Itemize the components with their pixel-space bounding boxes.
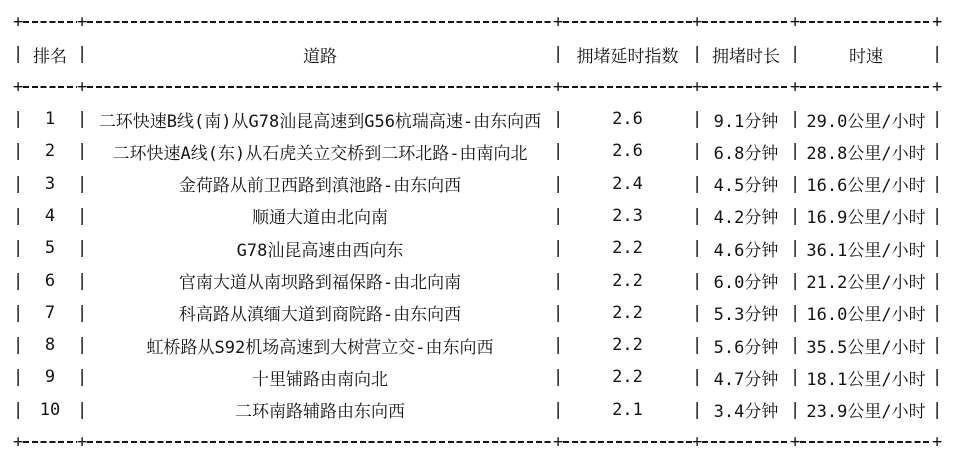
- border-cross: +: [13, 12, 24, 33]
- rank-cell: 10: [39, 399, 61, 420]
- border-cross: +: [790, 432, 801, 452]
- column-divider: |: [77, 44, 88, 65]
- column-divider: |: [790, 399, 801, 420]
- column-divider: |: [553, 141, 564, 162]
- rank-cell: 1: [44, 109, 56, 130]
- column-divider: |: [790, 367, 801, 388]
- road-cell: 虹桥路从S92机场高速到大树营立交-由东向西: [146, 337, 494, 358]
- column-divider: |: [13, 335, 24, 356]
- column-divider: |: [932, 173, 943, 194]
- column-divider: |: [692, 44, 703, 65]
- duration-cell: 6.0分钟: [713, 273, 779, 294]
- table-border-bottom: [13, 426, 942, 458]
- column-divider: |: [77, 205, 88, 226]
- header-rank: 排名: [33, 46, 67, 67]
- road-cell: 二环南路辅路由东向西: [235, 402, 405, 423]
- delay-index-cell: 2.2: [612, 335, 643, 356]
- rank-cell: 6: [44, 270, 56, 291]
- column-divider: |: [77, 399, 88, 420]
- column-divider: |: [790, 302, 801, 323]
- column-divider: |: [692, 238, 703, 259]
- column-divider: |: [790, 335, 801, 356]
- table-row: [13, 394, 942, 426]
- column-divider: |: [77, 173, 88, 194]
- border-dash: [23, 441, 77, 443]
- duration-cell: 9.1分钟: [713, 111, 779, 132]
- column-divider: |: [932, 141, 943, 162]
- column-divider: |: [932, 302, 943, 323]
- road-cell: 顺通大道由北向南: [252, 208, 388, 229]
- column-divider: |: [553, 173, 564, 194]
- road-cell: 科高路从滇缅大道到商院路-由东向西: [178, 305, 462, 326]
- border-cross: +: [553, 76, 564, 97]
- duration-cell: 4.6分钟: [713, 240, 779, 261]
- speed-cell: 16.9公里/小时: [806, 208, 926, 229]
- column-divider: |: [692, 173, 703, 194]
- column-divider: |: [790, 141, 801, 162]
- border-cross: +: [77, 432, 88, 452]
- column-divider: |: [692, 109, 703, 130]
- border-dash: [87, 21, 553, 23]
- rank-cell: 9: [44, 367, 56, 388]
- border-cross: +: [932, 432, 943, 452]
- border-cross: +: [692, 432, 703, 452]
- column-divider: |: [553, 302, 564, 323]
- table-row: [13, 264, 942, 296]
- border-dash: [702, 441, 790, 443]
- table-header-row: [13, 38, 942, 70]
- border-cross: +: [553, 432, 564, 452]
- speed-cell: 29.0公里/小时: [806, 111, 926, 132]
- column-divider: |: [932, 367, 943, 388]
- border-cross: +: [692, 12, 703, 33]
- border-cross: +: [13, 76, 24, 97]
- speed-cell: 23.9公里/小时: [806, 402, 926, 423]
- road-cell: G78汕昆高速由西向东: [236, 240, 404, 261]
- column-divider: |: [77, 367, 88, 388]
- delay-index-cell: 2.2: [612, 302, 643, 323]
- column-divider: |: [13, 173, 24, 194]
- column-divider: |: [692, 302, 703, 323]
- border-dash: [563, 21, 692, 23]
- delay-index-cell: 2.6: [612, 109, 643, 130]
- table-row: [13, 329, 942, 361]
- column-divider: |: [13, 399, 24, 420]
- speed-cell: 35.5公里/小时: [806, 337, 926, 358]
- column-divider: |: [692, 205, 703, 226]
- delay-index-cell: 2.4: [612, 173, 643, 194]
- column-divider: |: [553, 399, 564, 420]
- border-dash: [23, 86, 77, 88]
- column-divider: |: [692, 141, 703, 162]
- column-divider: |: [790, 109, 801, 130]
- delay-index-cell: 2.2: [612, 238, 643, 259]
- duration-cell: 4.2分钟: [713, 208, 779, 229]
- border-cross: +: [13, 432, 24, 452]
- column-divider: |: [13, 238, 24, 259]
- border-cross: +: [932, 76, 943, 97]
- column-divider: |: [13, 302, 24, 323]
- column-divider: |: [77, 270, 88, 291]
- border-cross: +: [77, 76, 88, 97]
- duration-cell: 4.5分钟: [713, 176, 779, 197]
- column-divider: |: [77, 335, 88, 356]
- rank-cell: 4: [44, 205, 56, 226]
- border-dash: [563, 441, 692, 443]
- border-dash: [702, 86, 790, 88]
- road-cell: 官南大道从南坝路到福保路-由北向南: [178, 273, 462, 294]
- column-divider: |: [790, 270, 801, 291]
- speed-cell: 18.1公里/小时: [806, 369, 926, 390]
- border-cross: +: [790, 76, 801, 97]
- rank-cell: 2: [44, 141, 56, 162]
- speed-cell: 36.1公里/小时: [806, 240, 926, 261]
- column-divider: |: [932, 238, 943, 259]
- column-divider: |: [77, 302, 88, 323]
- road-cell: 二环快速A线(东)从石虎关立交桥到二环北路-由南向北: [112, 143, 528, 164]
- congestion-ranking-table: [13, 6, 942, 458]
- duration-cell: 3.4分钟: [713, 402, 779, 423]
- speed-cell: 28.8公里/小时: [806, 143, 926, 164]
- border-dash: [800, 21, 932, 23]
- duration-cell: 6.8分钟: [713, 143, 779, 164]
- column-divider: |: [13, 205, 24, 226]
- table-border-top: [13, 6, 942, 38]
- delay-index-cell: 2.3: [612, 205, 643, 226]
- column-divider: |: [553, 44, 564, 65]
- column-divider: |: [553, 335, 564, 356]
- table-row: [13, 167, 942, 199]
- column-divider: |: [932, 399, 943, 420]
- road-cell: 金荷路从前卫西路到滇池路-由东向西: [178, 176, 462, 197]
- border-dash: [800, 441, 932, 443]
- table-body: [13, 103, 942, 426]
- column-divider: |: [790, 44, 801, 65]
- column-divider: |: [77, 141, 88, 162]
- speed-cell: 21.2公里/小时: [806, 273, 926, 294]
- delay-index-cell: 2.6: [612, 141, 643, 162]
- rank-cell: 3: [44, 173, 56, 194]
- column-divider: |: [932, 205, 943, 226]
- border-cross: +: [932, 12, 943, 33]
- rank-cell: 8: [44, 335, 56, 356]
- header-speed: 时速: [849, 46, 883, 67]
- table-border-header: [13, 71, 942, 103]
- table-row: [13, 297, 942, 329]
- rank-cell: 5: [44, 238, 56, 259]
- column-divider: |: [932, 335, 943, 356]
- delay-index-cell: 2.1: [612, 399, 643, 420]
- column-divider: |: [932, 270, 943, 291]
- column-divider: |: [692, 335, 703, 356]
- header-road: 道路: [303, 46, 337, 67]
- column-divider: |: [77, 109, 88, 130]
- column-divider: |: [13, 109, 24, 130]
- road-cell: 二环快速B线(南)从G78汕昆高速到G56杭瑞高速-由东向西: [98, 111, 542, 132]
- border-cross: +: [553, 12, 564, 33]
- table-row: [13, 361, 942, 393]
- border-dash: [23, 21, 77, 23]
- column-divider: |: [13, 270, 24, 291]
- delay-index-cell: 2.2: [612, 270, 643, 291]
- duration-cell: 5.6分钟: [713, 337, 779, 358]
- duration-cell: 5.3分钟: [713, 305, 779, 326]
- road-cell: 十里铺路由南向北: [252, 369, 388, 390]
- column-divider: |: [553, 205, 564, 226]
- column-divider: |: [77, 238, 88, 259]
- table-row: [13, 135, 942, 167]
- column-divider: |: [692, 399, 703, 420]
- column-divider: |: [553, 109, 564, 130]
- column-divider: |: [932, 44, 943, 65]
- border-cross: +: [77, 12, 88, 33]
- column-divider: |: [13, 367, 24, 388]
- border-cross: +: [790, 12, 801, 33]
- column-divider: |: [13, 141, 24, 162]
- column-divider: |: [790, 173, 801, 194]
- rank-cell: 7: [44, 302, 56, 323]
- header-delay-index: 拥堵延时指数: [576, 46, 679, 67]
- table-row: [13, 232, 942, 264]
- column-divider: |: [553, 238, 564, 259]
- column-divider: |: [692, 270, 703, 291]
- column-divider: |: [790, 238, 801, 259]
- border-dash: [563, 86, 692, 88]
- column-divider: |: [790, 205, 801, 226]
- border-dash: [87, 86, 553, 88]
- border-dash: [702, 21, 790, 23]
- header-duration: 拥堵时长: [712, 46, 780, 67]
- column-divider: |: [692, 367, 703, 388]
- column-divider: |: [553, 367, 564, 388]
- table-row: [13, 200, 942, 232]
- speed-cell: 16.6公里/小时: [806, 176, 926, 197]
- border-dash: [800, 86, 932, 88]
- column-divider: |: [932, 109, 943, 130]
- border-dash: [87, 441, 553, 443]
- column-divider: |: [553, 270, 564, 291]
- delay-index-cell: 2.2: [612, 367, 643, 388]
- duration-cell: 4.7分钟: [713, 369, 779, 390]
- border-cross: +: [692, 76, 703, 97]
- column-divider: |: [13, 44, 24, 65]
- table-row: [13, 103, 942, 135]
- speed-cell: 16.0公里/小时: [806, 305, 926, 326]
